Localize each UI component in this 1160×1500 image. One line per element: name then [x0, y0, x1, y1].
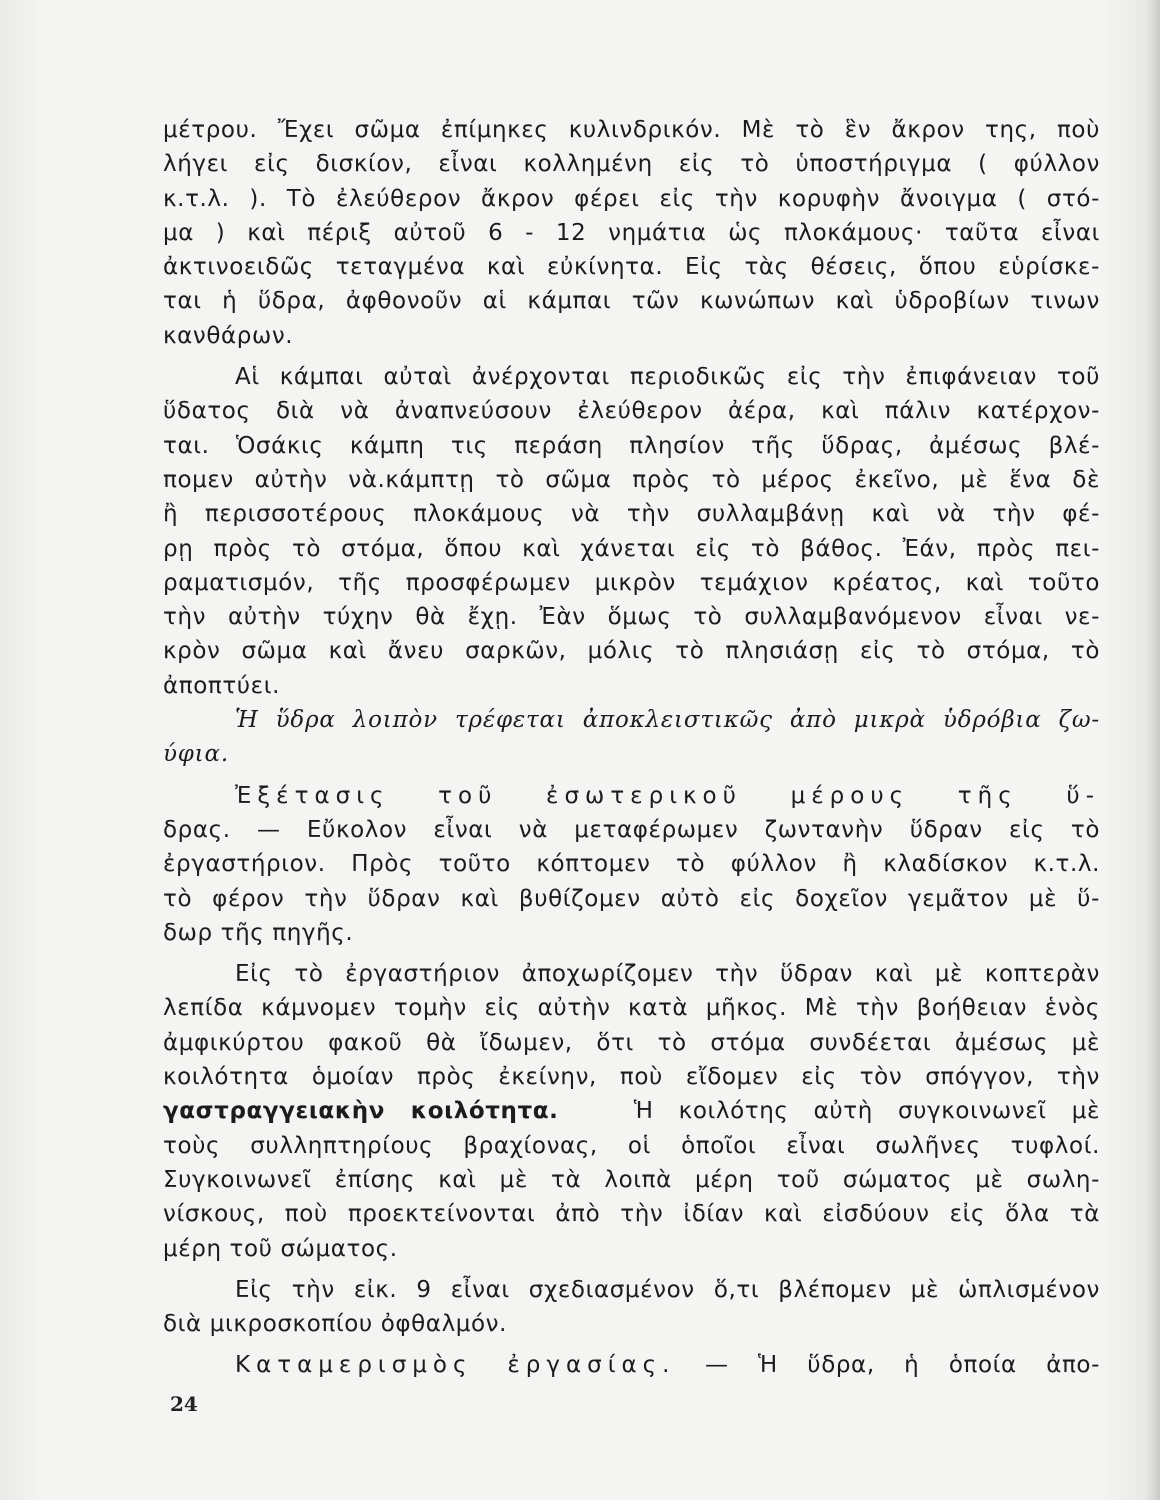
- text-line: μα ) καὶ πέριξ αὐτοῦ 6 - 12 νημάτια ὡς πλοκάμους· ταῦτα εἶναι: [163, 219, 1100, 246]
- text-line-with-heading: [163, 1348, 1100, 1382]
- text-line: ὕδατος διὰ νὰ ἀναπνεύσουν ἐλεύθερον ἀέρα, καὶ πάλιν κατέρχον-: [163, 398, 1100, 425]
- text-line: ἀμφικύρτου φακοῦ θὰ ἴδωμεν, ὅτι τὸ στόμα συνδέεται ἀμέσως μὲ: [163, 1029, 1100, 1056]
- text-line: ἢ περισσοτέρους πλοκάμους νὰ τὴν συλλαμβάνῃ καὶ νὰ τὴν φέ-: [163, 501, 1100, 528]
- italic-conclusion-line: ύφια.: [163, 741, 229, 768]
- text-line: πομεν αὐτὴν νὰ.κάμπτῃ τὸ σῶμα πρὸς τὸ μέρος ἐκεῖνο, μὲ ἕνα δὲ: [163, 466, 1100, 493]
- italic-conclusion-line: Ἡ ὕδρα λοιπὸν τρέφεται ἀποκλειστικῶς ἀπὸ μικρὰ ὑδρόβια ζω-: [235, 707, 1100, 734]
- text-line: Εἰς τὸ ἐργαστήριον ἀποχωρίζομεν τὴν ὕδραν καὶ μὲ κοπτερὰν: [235, 961, 1100, 988]
- text-line: Συγκοινωνεῖ ἐπίσης καὶ μὲ τὰ λοιπὰ μέρη τοῦ σώματος μὲ σωλη-: [163, 1166, 1100, 1193]
- text-line: μέρη τοῦ σώματος.: [163, 1235, 398, 1262]
- text-line: ρῃ πρὸς τὸ στόμα, ὅπου καὶ χάνεται εἰς τὸ βάθος. Ἐάν, πρὸς πει-: [163, 535, 1100, 562]
- text-line: κοιλότητα ὁμοίαν πρὸς ἐκείνην, ποὺ εἴδομεν εἰς τὸν σπόγγον, τὴν: [163, 1064, 1100, 1091]
- text-line: νίσκους, ποὺ προεκτείνονται ἀπὸ τὴν ἰδίαν καὶ εἰσδύουν εἰς ὅλα τὰ: [163, 1201, 1100, 1228]
- text-segment: Ἡ κοιλότης αὐτὴ συγκοινωνεῖ μὲ: [633, 1098, 1100, 1125]
- text-line: δρας. — Εὔκολον εἶναι νὰ μεταφέρωμεν ζωντανὴν ὕδραν εἰς τὸ: [163, 816, 1100, 843]
- page-binding-shadow: [1146, 0, 1160, 1500]
- section-heading: Καταμερισμὸς ἐργασίας.: [235, 1352, 676, 1379]
- page-number: 24: [170, 1392, 198, 1416]
- text-line: κανθάρων.: [163, 322, 294, 349]
- text-line-with-term: [163, 1094, 1100, 1128]
- text-line: ἀκτινοειδῶς τεταγμένα καὶ εὐκίνητα. Εἰς τὰς θέσεις, ὅπου εὑρίσκε-: [163, 254, 1100, 281]
- text-segment: — Ἡ ὕδρα, ἡ ὁποία ἀπο-: [704, 1352, 1100, 1379]
- text-line: τοὺς συλληπτηρίους βραχίονας, οἱ ὁποῖοι εἶναι σωλῆνες τυφλοί.: [163, 1132, 1100, 1159]
- text-line: ἐργαστήριον. Πρὸς τοῦτο κόπτομεν τὸ φύλλον ἢ κλαδίσκον κ.τ.λ.: [163, 851, 1100, 878]
- text-line: κρὸν σῶμα καὶ ἄνευ σαρκῶν, μόλις τὸ πλησιάσῃ εἰς τὸ στόμα, τὸ: [163, 638, 1100, 665]
- text-line: Εἰς τὴν εἰκ. 9 εἶναι σχεδιασμένον ὅ,τι βλέπομεν μὲ ὡπλισμένον: [235, 1276, 1100, 1303]
- text-line: ραματισμόν, τῆς προσφέρωμεν μικρὸν τεμάχιον κρέατος, καὶ τοῦτο: [163, 569, 1100, 596]
- text-line: τὸ φέρον τὴν ὕδραν καὶ βυθίζομεν αὐτὸ εἰς δοχεῖον γεμᾶτον μὲ ὕ-: [163, 885, 1100, 912]
- body-text: [163, 113, 1100, 1383]
- text-line: ται ἡ ὕδρα, ἀφθονοῦν αἱ κάμπαι τῶν κωνώπων καὶ ὑδροβίων τινων: [163, 288, 1100, 315]
- text-line: ται. Ὁσάκις κάμπη τις περάση πλησίον τῆς ὕδρας, ἀμέσως βλέ-: [163, 432, 1100, 459]
- text-line: λεπίδα κάμνομεν τομὴν εἰς αὐτὴν κατὰ μῆκος. Μὲ τὴν βοήθειαν ἑνὸς: [163, 995, 1100, 1022]
- section-heading-line: Ἐξέτασις τοῦ ἐσωτερικοῦ μέρους τῆς ὕ-: [235, 782, 1100, 809]
- text-line: διὰ μικροσκοπίου ὀφθαλμόν.: [163, 1311, 508, 1338]
- text-line: μέτρου. Ἔχει σῶμα ἐπίμηκες κυλινδρικόν. Μὲ τὸ ἓν ἄκρον της, ποὺ: [163, 117, 1100, 143]
- text-line: ἀποπτύει.: [163, 672, 281, 699]
- bold-term: γαστραγγειακὴν κοιλότητα.: [163, 1098, 559, 1125]
- text-line: λήγει εἰς δισκίον, εἶναι κολλημένη εἰς τὸ ὑποστήριγμα ( φύλλον: [163, 151, 1100, 178]
- text-line: τὴν αὐτὴν τύχην θὰ ἔχῃ. Ἐὰν ὅμως τὸ συλλαμβανόμενον εἶναι νε-: [163, 604, 1100, 631]
- text-line: Αἱ κάμπαι αὐταὶ ἀνέρχονται περιοδικῶς εἰς τὴν ἐπιφάνειαν τοῦ: [235, 364, 1100, 391]
- text-line: κ.τ.λ. ). Τὸ ἐλεύθερον ἄκρον φέρει εἰς τὴν κορυφὴν ἄνοιγμα ( στό-: [163, 185, 1100, 212]
- text-line: δωρ τῆς πηγῆς.: [163, 919, 354, 946]
